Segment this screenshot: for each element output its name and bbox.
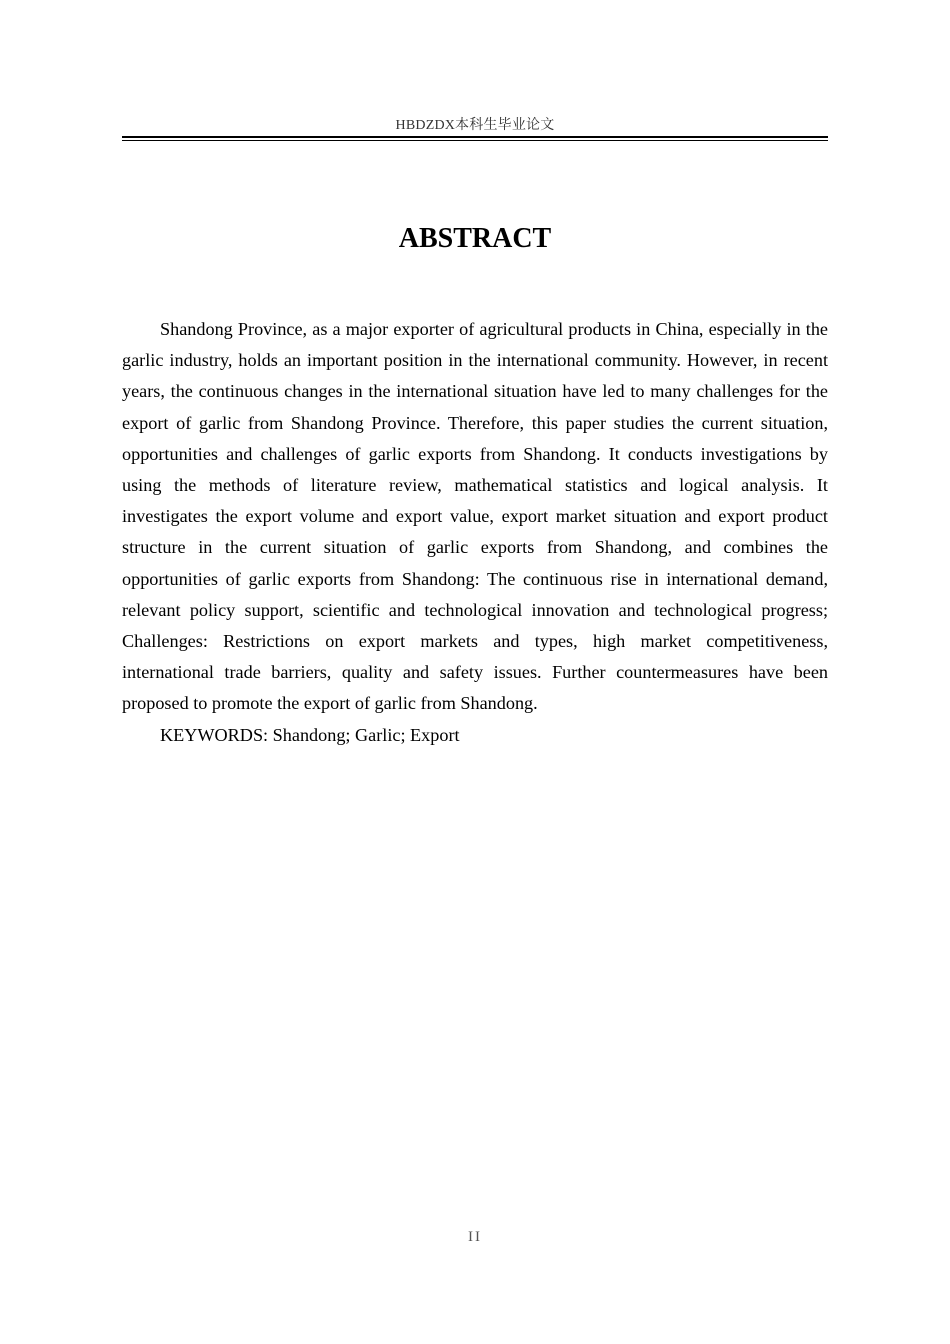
header-rule-thick: [122, 136, 828, 138]
page-title: ABSTRACT: [398, 223, 552, 254]
keywords-line: KEYWORDS: Shandong; Garlic; Export: [160, 724, 460, 745]
page-number: II: [468, 1229, 482, 1245]
abstract-body: [122, 314, 828, 751]
abstract-paragraph: Shandong Province, as a major exporter of agricultural products in China, especially in the garlic industry, holds an important position in the international community. However, in recent years, the continuous changes in the international situation have led to many challenges for the export of garlic from Shandong Province. Therefore, this paper studies the current situation, opportunities and challenges of garlic exports from Shandong. It conducts investigations by using the methods of literature review, mathematical statistics and logical analysis. It investigates the export volume and export value, export market situation and export product structure in the current situation of garlic exports from Shandong, and combines the opportunities of garlic exports from Shandong: The continuous rise in international demand, relevant policy support, scientific and technological innovation and technological progress; Challenges: Restrictions on export markets and types, high market competitiveness, international trade barriers, quality and safety issues. Further countermeasures have been proposed to promote the export of garlic from Shandong.: [122, 319, 828, 714]
running-header: HBDZDX本科生毕业论文: [395, 118, 555, 133]
header-rule-thin: [122, 140, 828, 141]
